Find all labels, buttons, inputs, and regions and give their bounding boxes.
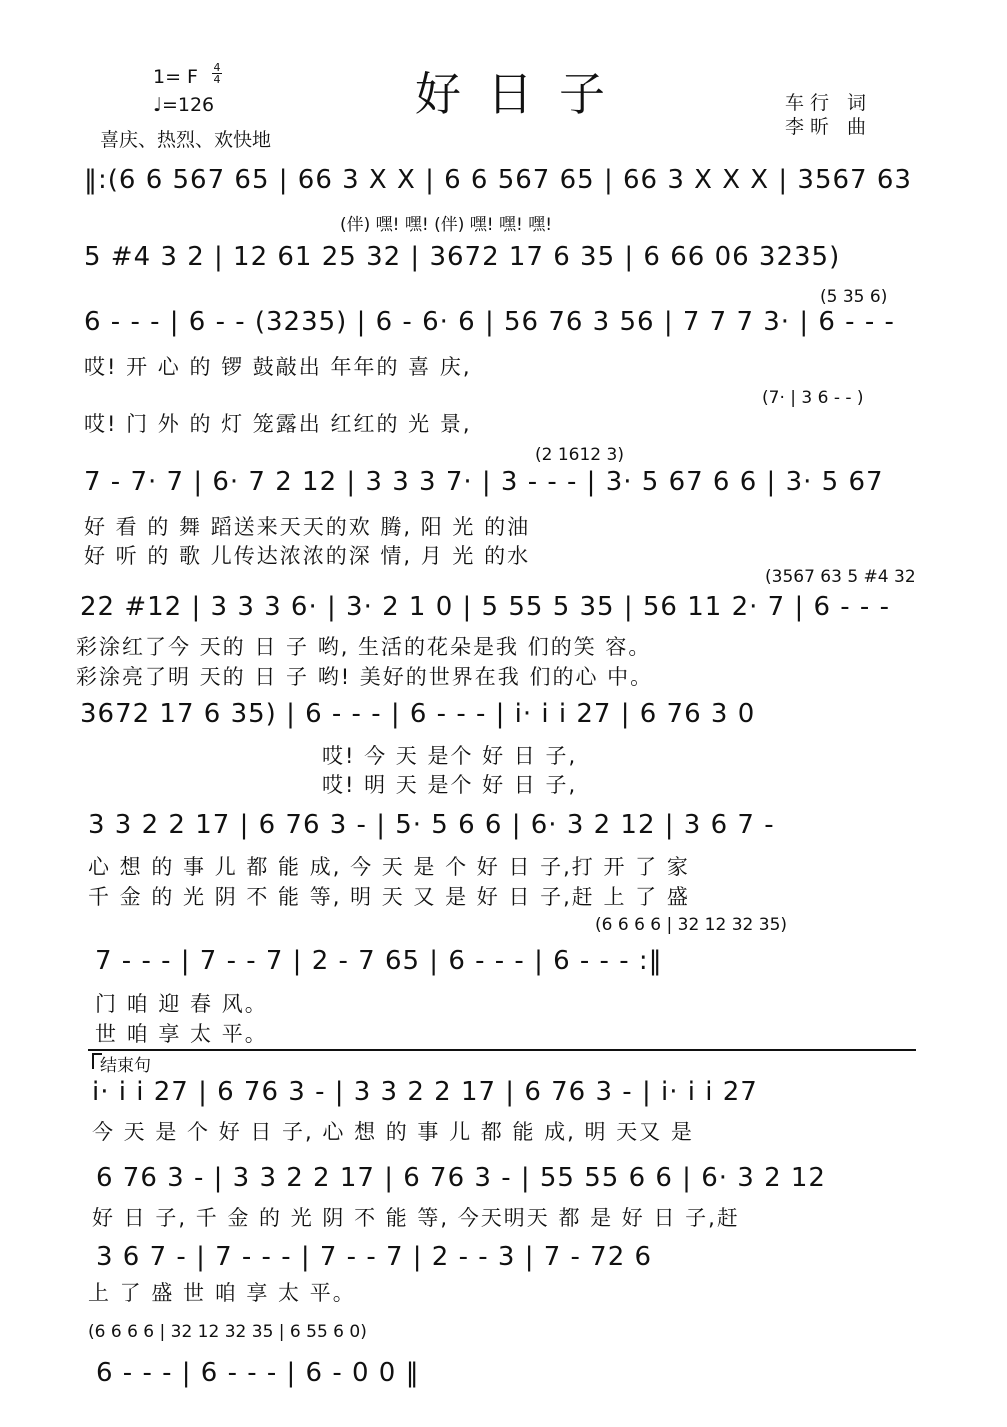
cue-notes-8: (6 6 6 6 | 32 12 32 35) (595, 915, 788, 935)
cue-notes-3: (5 35 6) (820, 287, 888, 307)
expression-marking: 喜庆、热烈、欢快地 (100, 129, 272, 151)
lyric-line-3b: 哎! 门 外 的 灯 笼露出 红红的 光 景, (84, 412, 472, 436)
lyric-line-3a: 哎! 开 心 的 锣 鼓敲出 年年的 喜 庆, (84, 355, 472, 379)
lyric-line-8b: 世 咱 享 太 平。 (95, 1022, 268, 1046)
cue-notes-3b: (7· | 3 6 - - ) (762, 388, 864, 408)
ending-label: 结束句 (100, 1056, 151, 1076)
ending-score-line-2: 6 76 3 - | 3 3 2 2 17 | 6 76 3 - | 55 55 6 6 | 6· 3 2 12 (96, 1163, 826, 1193)
time-signature-bottom: 4 (213, 73, 221, 86)
ending-cue-notes: (6 6 6 6 | 32 12 32 35 | 6 55 6 0) (88, 1322, 367, 1342)
ending-lyric-line-2: 好 日 子, 千 金 的 光 阴 不 能 等, 今天明天 都 是 好 日 子,赶 (92, 1206, 740, 1230)
song-title: 好日子 (415, 67, 631, 121)
ending-score-line-4: 6 - - - | 6 - - - | 6 - 0 0 ‖ (96, 1358, 420, 1388)
score-line-4: 7 - 7· 7 | 6· 7 2 12 | 3 3 3 7· | 3 - - - | 3· 5 67 6 6 | 3· 5 67 (84, 467, 884, 497)
time-signature-top: 4 (213, 61, 221, 74)
lyric-line-5b: 彩涂亮了明 天的 日 子 哟! 美好的世界在我 们的心 中。 (76, 665, 654, 689)
lyric-line-4b: 好 听 的 歌 儿传达浓浓的深 情, 月 光 的水 (84, 544, 531, 568)
score-line-3: 6 - - - | 6 - - (3235) | 6 - 6· 6 | 56 76 3 56 | 7 7 7 3· | 6 - - - (84, 307, 895, 337)
lyric-line-6b: 哎! 明 天 是个 好 日 子, (322, 773, 578, 797)
composer-credit: 李昕 曲 (785, 116, 873, 138)
lyric-line-7b: 千 金 的 光 阴 不 能 等, 明 天 又 是 好 日 子,赶 上 了 盛 (88, 885, 690, 909)
ending-score-line-1: i· i i 27 | 6 76 3 - | 3 3 2 2 17 | 6 76 3 - | i· i i 27 (92, 1077, 758, 1107)
lyric-line-7a: 心 想 的 事 儿 都 能 成, 今 天 是 个 好 日 子,打 开 了 家 (88, 855, 690, 879)
accompaniment-shouts: (伴) 嘿! 嘿! (伴) 嘿! 嘿! 嘿! (340, 215, 553, 235)
lyricist-credit: 车行 词 (785, 92, 873, 114)
key-signature: 1= F (153, 66, 198, 88)
tempo-marking: ♩=126 (153, 94, 215, 116)
score-line-5: 22 #12 | 3 3 3 6· | 3· 2 1 0 | 5 55 5 35 | 56 11 2· 7 | 6 - - - (80, 592, 890, 622)
cue-notes-5: (3567 63 5 #4 32 (765, 567, 916, 587)
score-line-8: 7 - - - | 7 - - 7 | 2 - 7 65 | 6 - - - | 6 - - - :‖ (95, 946, 663, 976)
lyric-line-6a: 哎! 今 天 是个 好 日 子, (322, 744, 578, 768)
ending-lyric-line-3: 上 了 盛 世 咱 享 太 平。 (88, 1281, 356, 1305)
section-divider (88, 1049, 916, 1051)
cue-notes-4: (2 1612 3) (535, 445, 624, 465)
score-line-7: 3 3 2 2 17 | 6 76 3 - | 5· 5 6 6 | 6· 3 2 12 | 3 6 7 - (88, 810, 775, 840)
score-line-1: ‖:(6 6 567 65 | 66 3 X X | 6 6 567 65 | 66 3 X X X | 3567 63 (84, 165, 912, 195)
lyric-line-4a: 好 看 的 舞 蹈送来天天的欢 腾, 阳 光 的油 (84, 515, 531, 539)
ending-score-line-3: 3 6 7 - | 7 - - - | 7 - - 7 | 2 - - 3 | 7 - 72 6 (96, 1242, 653, 1272)
lyric-line-8a: 门 咱 迎 春 风。 (95, 992, 268, 1016)
lyric-line-5a: 彩涂红了今 天的 日 子 哟, 生活的花朵是我 们的笑 容。 (76, 635, 652, 659)
score-line-6: 3672 17 6 35) | 6 - - - | 6 - - - | i· i i 27 | 6 76 3 0 (80, 699, 756, 729)
time-signature (212, 62, 222, 85)
ending-lyric-line-1: 今 天 是 个 好 日 子, 心 想 的 事 儿 都 能 成, 明 天又 是 (92, 1120, 694, 1144)
score-line-2: 5 #4 3 2 | 12 61 25 32 | 3672 17 6 35 | 6 66 06 3235) (84, 242, 841, 272)
